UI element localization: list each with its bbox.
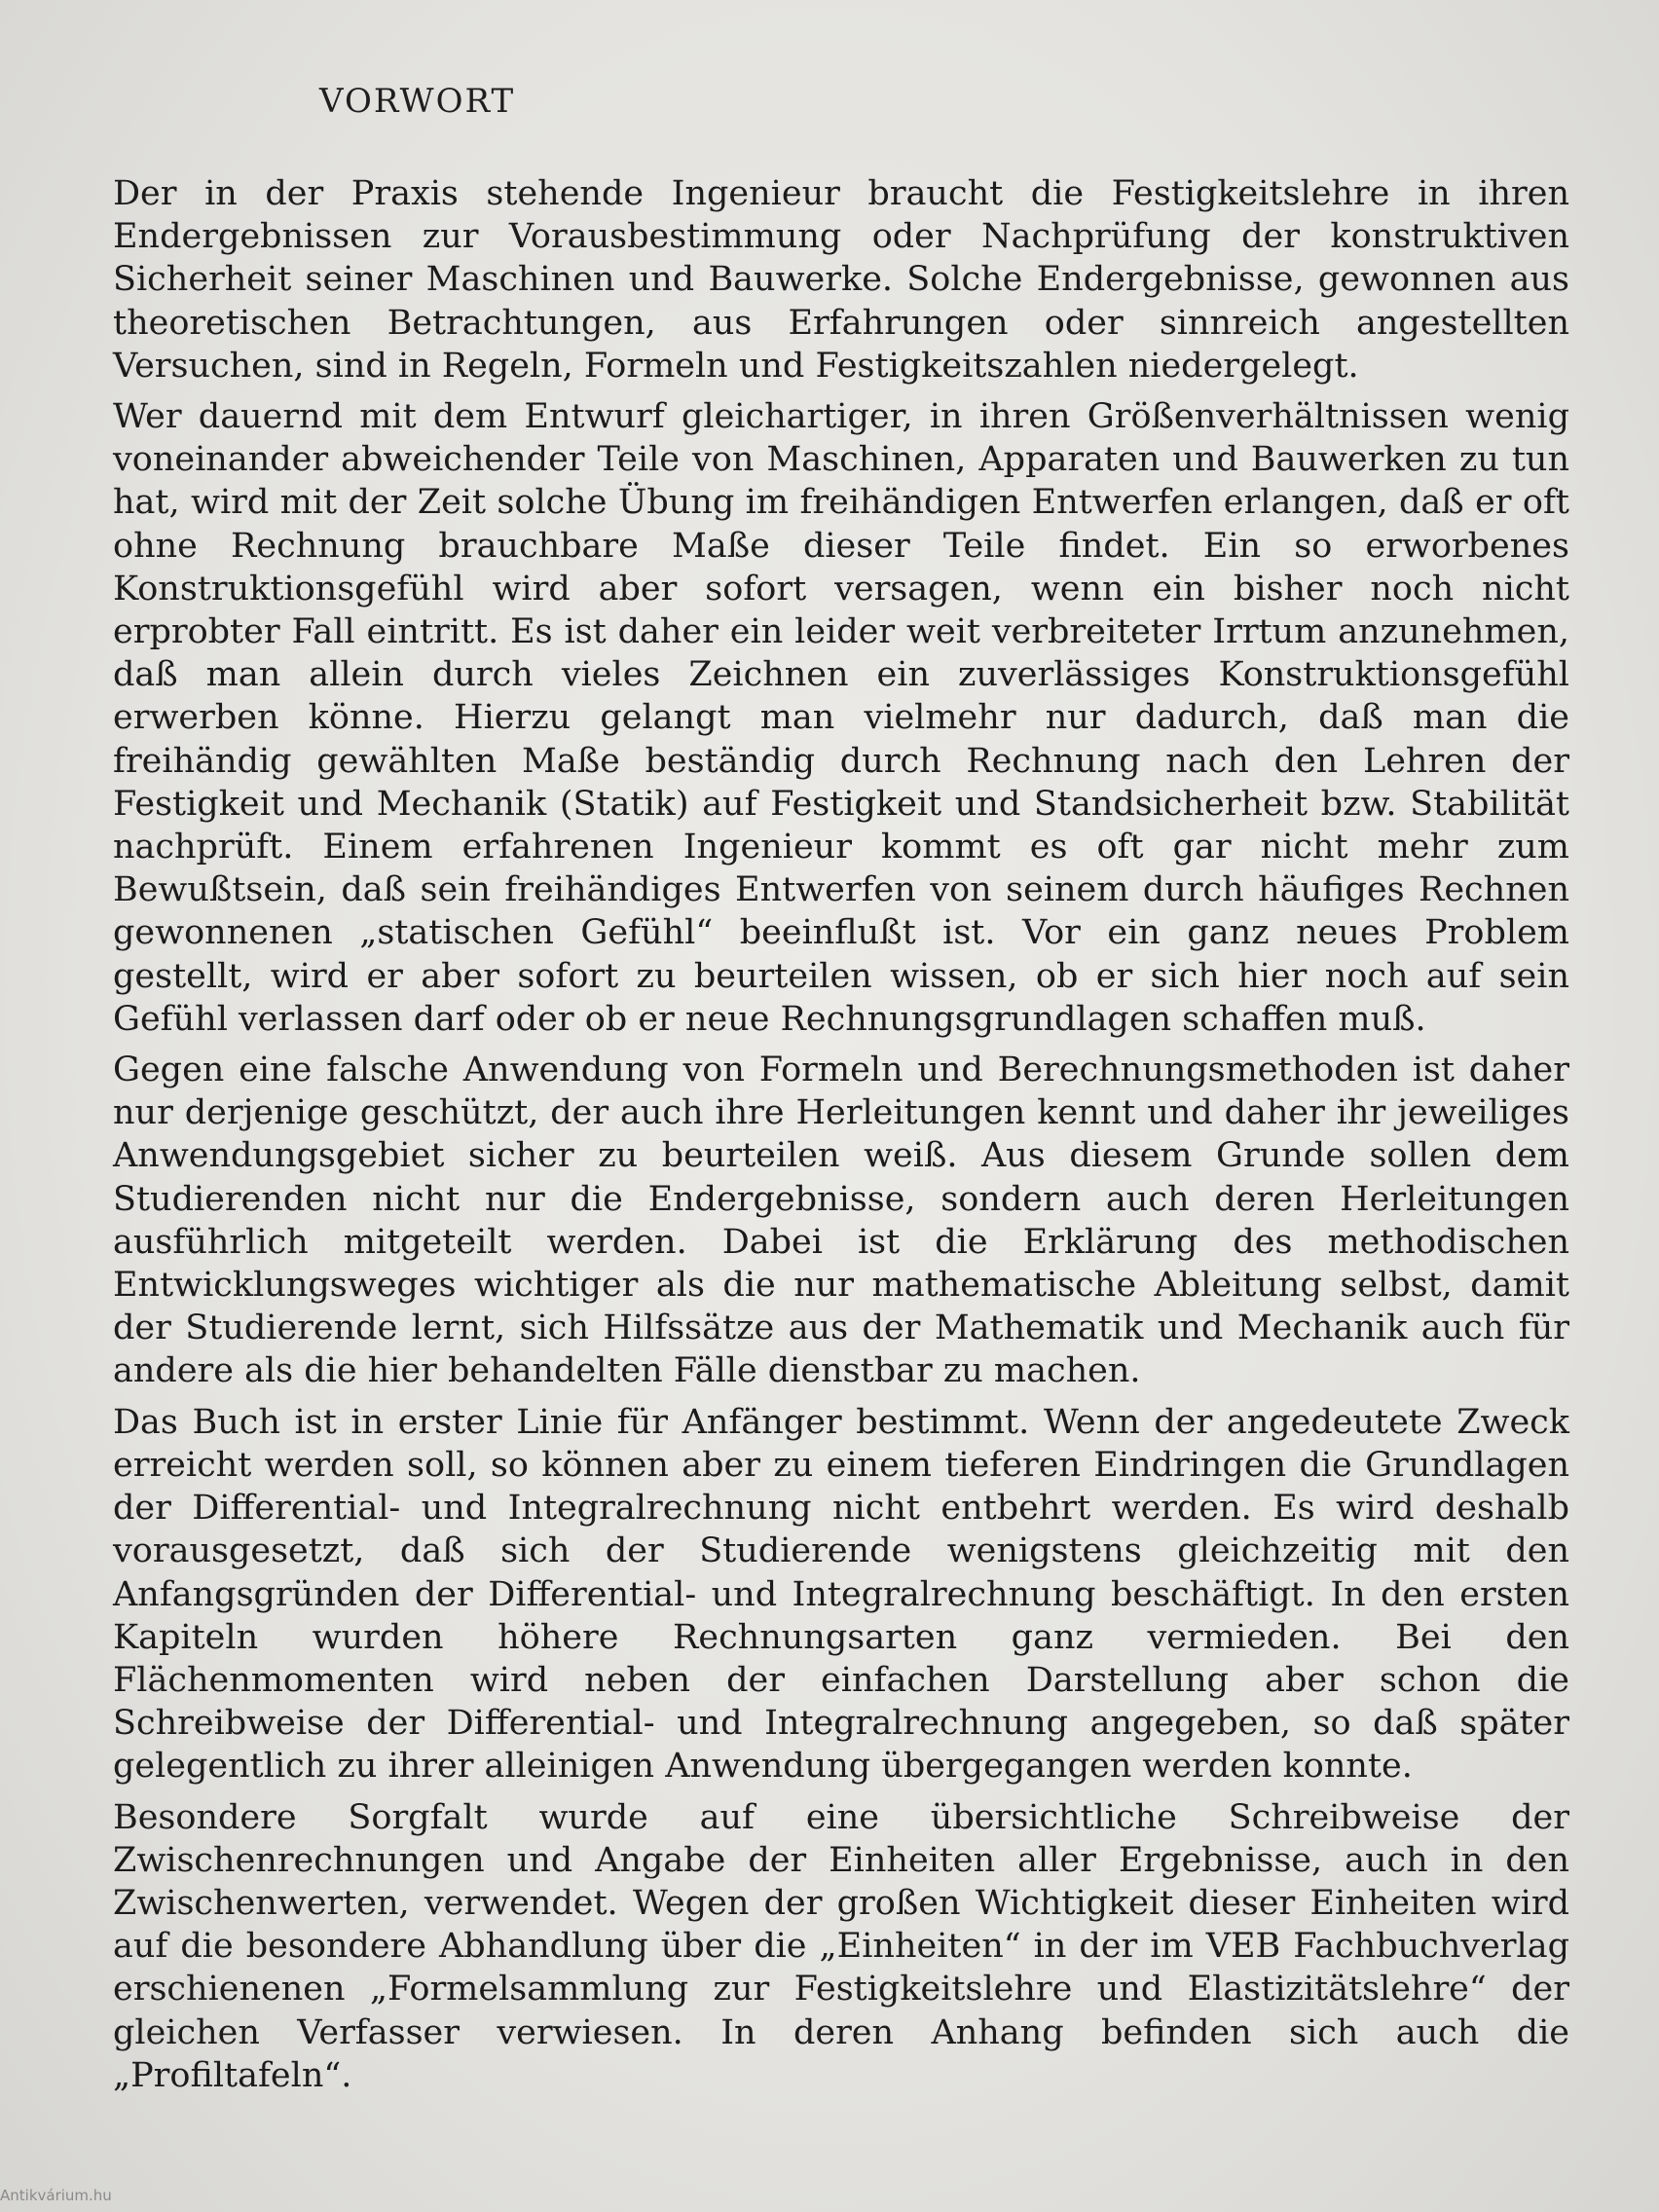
paragraph-4: Das Buch ist in erster Linie für Anfänger bestimmt. Wenn der angedeutete Zweck erreicht werden soll, so können aber zu einem tieferen Eindringen die Grundlagen der Differential- und Integralrechnung nicht entbehrt werden. Es wird deshalb vorausgesetzt, daß sich der Studierende wenigstens gleichzeitig mit den Anfangsgründen der Differential- und Integralrechnung beschäftigt. In den ersten Kapiteln wurden höhere Rechnungsarten ganz vermieden. Bei den Flächenmomenten wird neben der einfachen Darstellung aber schon die Schreibweise der Differential- und Integralrechnung angegeben, so daß später gelegentlich zu ihrer alleinigen Anwendung übergegangen werden konnte. — [113, 1402, 1569, 1787]
paragraph-2: Wer dauernd mit dem Entwurf gleichartiger, in ihren Größenverhältnissen wenig voneinander abweichender Teile von Maschinen, Apparaten und Bauwerken zu tun hat, wird mit der Zeit solche Übung im freihändigen Entwerfen erlangen, daß er oft ohne Rechnung brauchbare Maße dieser Teile findet. Ein so erworbenes Konstruktionsgefühl wird aber sofort versagen, wenn ein bisher noch nicht erprobter Fall eintritt. Es ist daher ein leider weit verbreiteter Irrtum anzunehmen, daß man allein durch vieles Zeichnen ein zuverlässiges Konstruktionsgefühl erwerben könne. Hierzu gelangt man vielmehr nur dadurch, daß man die freihändig gewählten Maße beständig durch Rechnung nach den Lehren der Festigkeit und Mechanik (Statik) auf Festigkeit und Standsicherheit bzw. Stabilität nachprüft. Einem erfahrenen Ingenieur kommt es oft gar nicht mehr zum Bewußtsein, daß sein freihändiges Entwerfen von seinem durch häufiges Rechnen gewonnenen „statischen Gefühl“ beeinflußt ist. Vor ein ganz neues Problem gestellt, wird er aber sofort zu beurteilen wissen, ob er sich hier noch auf sein Gefühl verlassen darf oder ob er neue Rechnungsgrundlagen schaffen muß. — [113, 397, 1569, 1039]
watermark: Antikvárium.hu — [0, 2187, 112, 2204]
paragraph-1: Der in der Praxis stehende Ingenieur braucht die Festigkeitslehre in ihren Endergebnissen zur Vorausbestimmung oder Nachprüfung der konstruktiven Sicherheit seiner Maschinen und Bauwerke. Solche Endergebnisse, gewonnen aus theoretischen Betrachtungen, aus Erfahrungen oder sinnreich angestellten Versuchen, sind in Regeln, Formeln und Festigkeitszahlen niedergelegt. — [113, 174, 1569, 386]
paragraph-5: Besondere Sorgfalt wurde auf eine übersichtliche Schreibweise der Zwischenrechnungen und Angabe der Einheiten aller Ergebnisse, auch in den Zwischenwerten, verwendet. Wegen der großen Wichtigkeit dieser Einheiten wird auf die besondere Abhandlung über die „Einheiten“ in der im VEB Fachbuchverlag erschienenen „Formelsammlung zur Festigkeitslehre und Elastizitätslehre“ der gleichen Verfasser verwiesen. In deren Anhang befinden sich auch die „Profiltafeln“. — [113, 1797, 1569, 2095]
preface-body — [113, 172, 1569, 2105]
page-title: VORWORT — [319, 82, 516, 121]
paragraph-3: Gegen eine falsche Anwendung von Formeln und Berechnungsmethoden ist daher nur derjenige geschützt, der auch ihre Herleitungen kennt und daher ihr jeweiliges Anwendungsgebiet sicher zu beurteilen weiß. Aus diesem Grunde sollen dem Studierenden nicht nur die Endergebnisse, sondern auch deren Herleitungen ausführlich mitgeteilt werden. Dabei ist die Erklärung des methodischen Entwicklungsweges wichtiger als die nur mathematische Ableitung selbst, damit der Studierende lernt, sich Hilfssätze aus der Mathematik und Mechanik auch für andere als die hier behandelten Fälle dienstbar zu machen. — [113, 1051, 1569, 1391]
